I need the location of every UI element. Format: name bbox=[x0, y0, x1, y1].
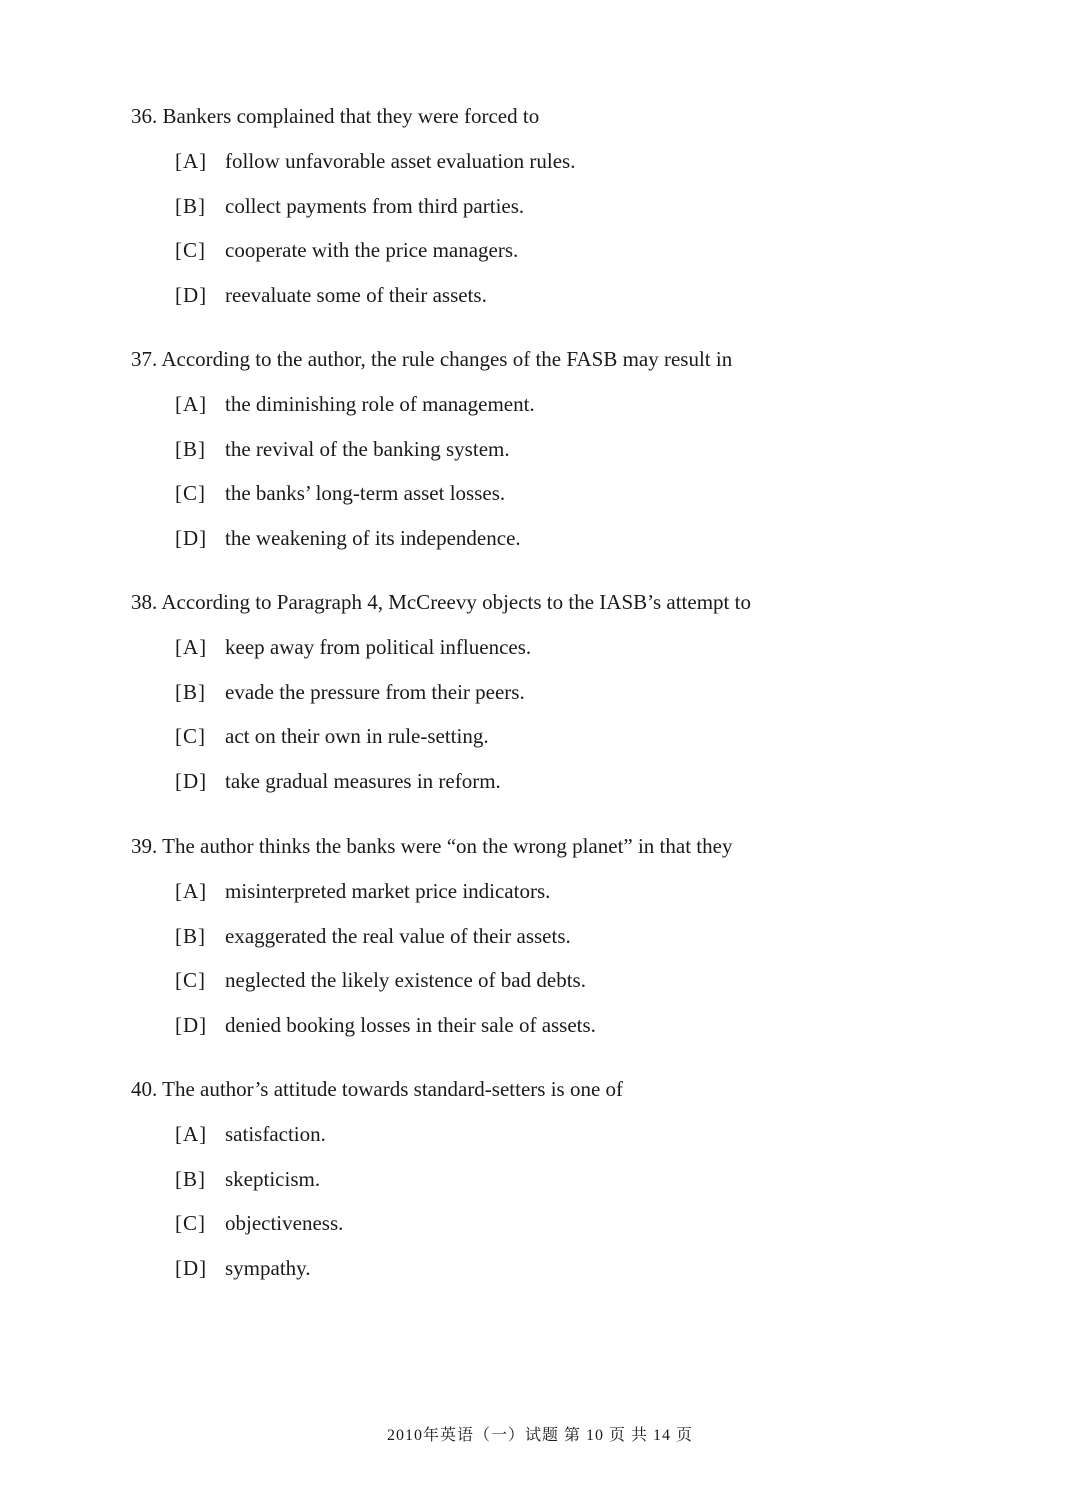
option-text: follow unfavorable asset evaluation rules. bbox=[225, 149, 576, 173]
option-list bbox=[131, 390, 1011, 552]
option-c bbox=[175, 236, 1011, 264]
question-38 bbox=[131, 588, 1011, 811]
option-text: satisfaction. bbox=[225, 1122, 326, 1146]
option-letter: [D] bbox=[175, 768, 208, 793]
option-a bbox=[175, 390, 1011, 418]
option-d bbox=[175, 1254, 1011, 1282]
option-list bbox=[131, 147, 1011, 309]
option-letter: [C] bbox=[175, 968, 206, 992]
option-letter: [C] bbox=[175, 238, 206, 262]
option-text: the diminishing role of management. bbox=[225, 392, 535, 416]
question-stem: 37. According to the author, the rule changes of the FASB may result in bbox=[131, 347, 733, 371]
option-text: sympathy. bbox=[225, 1255, 311, 1280]
option-letter: [B] bbox=[175, 923, 206, 948]
option-text: collect payments from third parties. bbox=[225, 193, 525, 218]
option-a bbox=[175, 1120, 1011, 1148]
option-d bbox=[175, 524, 1011, 552]
question-36 bbox=[131, 102, 1011, 325]
option-text: objectiveness. bbox=[225, 1211, 344, 1235]
option-d bbox=[175, 1011, 1011, 1039]
option-b bbox=[175, 922, 1011, 950]
option-d bbox=[175, 281, 1011, 309]
option-c bbox=[175, 479, 1011, 507]
option-letter: [A] bbox=[175, 149, 208, 173]
option-letter: [B] bbox=[175, 436, 206, 461]
option-text: cooperate with the price managers. bbox=[225, 238, 519, 262]
page-footer: 2010年英语（一）试题 第 10 页 共 14 页 bbox=[386, 1427, 693, 1444]
option-letter: [B] bbox=[175, 1166, 206, 1191]
option-letter: [D] bbox=[175, 282, 208, 307]
option-letter: [B] bbox=[175, 679, 206, 704]
option-text: denied booking losses in their sale of assets. bbox=[225, 1012, 596, 1037]
option-letter: [D] bbox=[175, 1012, 208, 1037]
option-text: exaggerated the real value of their assets. bbox=[225, 923, 571, 948]
option-text: skepticism. bbox=[225, 1166, 321, 1191]
option-list bbox=[131, 1120, 1011, 1282]
option-letter: [C] bbox=[175, 481, 206, 505]
option-text: reevaluate some of their assets. bbox=[225, 282, 487, 307]
option-b bbox=[175, 192, 1011, 220]
option-text: keep away from political influences. bbox=[225, 635, 532, 659]
option-text: the weakening of its independence. bbox=[225, 525, 521, 550]
question-stem: 36. Bankers complained that they were forced to bbox=[131, 104, 540, 128]
option-text: neglected the likely existence of bad debts. bbox=[225, 968, 586, 992]
option-text: take gradual measures in reform. bbox=[225, 768, 501, 793]
option-list bbox=[131, 877, 1011, 1039]
option-text: act on their own in rule-setting. bbox=[225, 724, 489, 748]
option-b bbox=[175, 678, 1011, 706]
question-39 bbox=[131, 832, 1011, 1055]
option-a bbox=[175, 633, 1011, 661]
option-letter: [D] bbox=[175, 525, 208, 550]
option-letter: [A] bbox=[175, 879, 208, 903]
option-letter: [B] bbox=[175, 193, 206, 218]
question-stem: 38. According to Paragraph 4, McCreevy objects to the IASB’s attempt to bbox=[131, 590, 751, 614]
option-letter: [C] bbox=[175, 724, 206, 748]
question-37 bbox=[131, 345, 1011, 568]
option-c bbox=[175, 722, 1011, 750]
option-text: the banks’ long-term asset losses. bbox=[225, 481, 506, 505]
option-text: the revival of the banking system. bbox=[225, 436, 510, 461]
option-d bbox=[175, 767, 1011, 795]
option-letter: [A] bbox=[175, 392, 208, 416]
option-a bbox=[175, 877, 1011, 905]
option-c bbox=[175, 966, 1011, 994]
option-c bbox=[175, 1209, 1011, 1237]
option-a bbox=[175, 147, 1011, 175]
question-stem: 40. The author’s attitude towards standard-setters is one of bbox=[131, 1077, 624, 1101]
option-letter: [D] bbox=[175, 1255, 208, 1280]
question-40 bbox=[131, 1075, 1011, 1298]
option-b bbox=[175, 1165, 1011, 1193]
option-letter: [A] bbox=[175, 635, 208, 659]
option-text: misinterpreted market price indicators. bbox=[225, 879, 551, 903]
option-letter: [A] bbox=[175, 1122, 208, 1146]
question-stem: 39. The author thinks the banks were “on the wrong planet” in that they bbox=[131, 834, 733, 858]
option-text: evade the pressure from their peers. bbox=[225, 679, 525, 704]
option-b bbox=[175, 435, 1011, 463]
option-list bbox=[131, 633, 1011, 795]
option-letter: [C] bbox=[175, 1211, 206, 1235]
